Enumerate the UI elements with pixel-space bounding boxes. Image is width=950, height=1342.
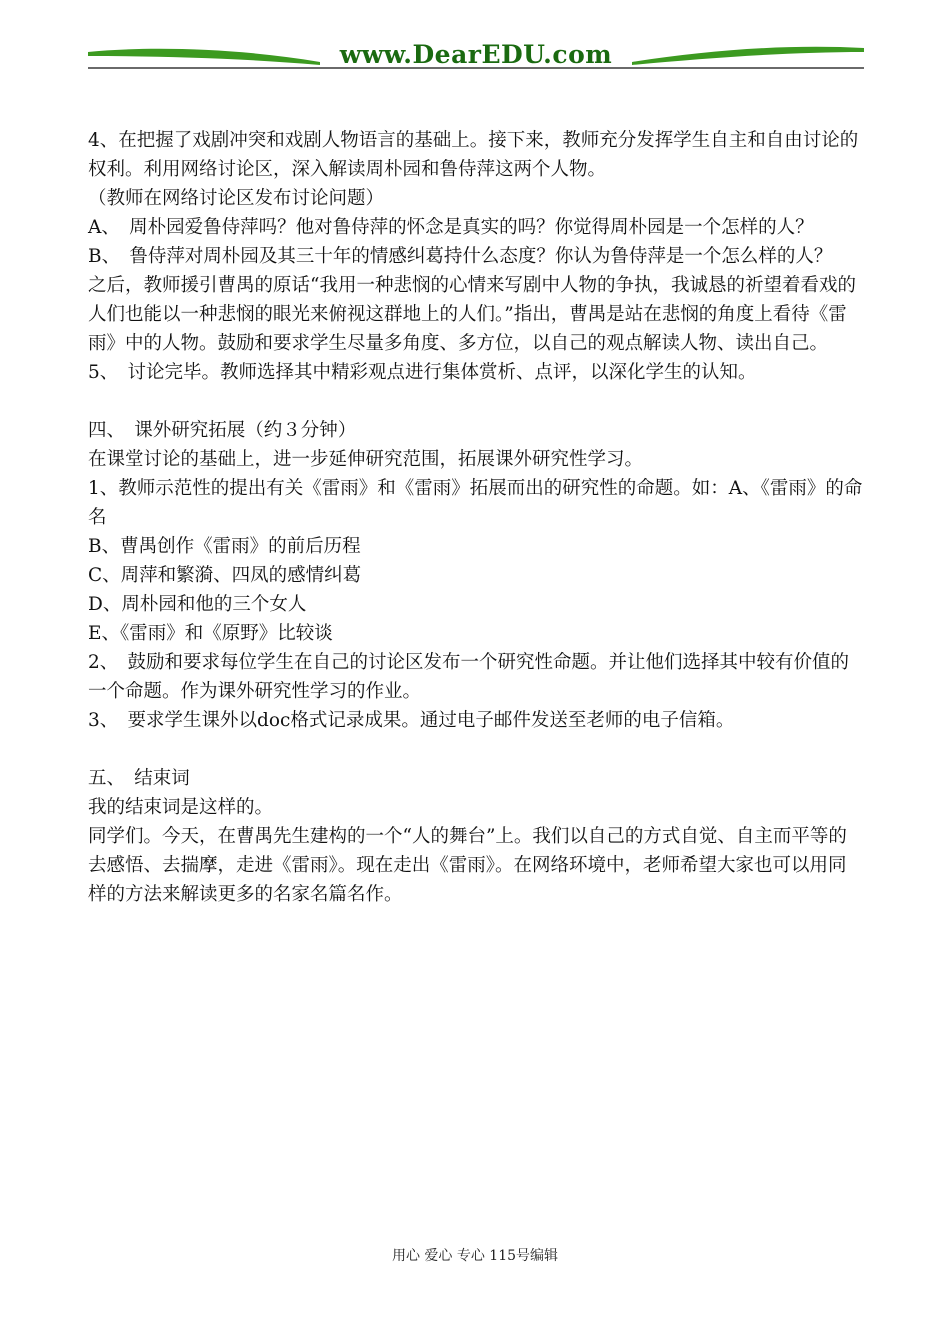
question-a: A、 周朴园爱鲁侍萍吗？他对鲁侍萍的怀念是真实的吗？你觉得周朴园是一个怎样的人？: [88, 217, 814, 238]
research-topic-b: B、曹禺创作《雷雨》的前后历程: [88, 536, 361, 557]
page-footer: 用心 爱心 专心 115号编辑: [391, 1248, 559, 1264]
research-topic-d: D、周朴园和他的三个女人: [88, 594, 307, 615]
document-body: [88, 126, 864, 909]
site-header: [88, 38, 864, 72]
paragraph-teacher-note: （教师在网络讨论区发布讨论问题）: [88, 188, 385, 209]
paragraph-quote: 之后，教师援引曹禺的原话“我用一种悲悯的心情来写剧中人物的争执，我诚恳的祈望着看戏的人们也能以一种悲悯的眼光来俯视这群地上的人们。”指出，曹禺是站在悲悯的角度上看待《雷雨》中的人物。鼓励和要求学生尽量多角度、多方位，以自己的观点解读人物、读出自己。: [88, 275, 856, 354]
section-heading-4: 四、 课外研究拓展（约３分钟）: [88, 420, 357, 441]
paragraph-closing-intro: 我的结束词是这样的。: [88, 797, 274, 818]
section-heading-5: 五、 结束词: [88, 768, 190, 789]
paragraph-5: 5、 讨论完毕。教师选择其中精彩观点进行集体赏析、点评，以深化学生的认知。: [88, 362, 757, 383]
research-item-3: 3、 要求学生课外以doc格式记录成果。通过电子邮件发送至老师的电子信箱。: [88, 710, 735, 731]
blank-line: [88, 387, 864, 416]
research-item-1: 1、教师示范性的提出有关《雷雨》和《雷雨》拓展而出的研究性的命题。如：A、《雷雨》的命名: [88, 478, 863, 528]
blank-line: [88, 735, 864, 764]
research-topic-e: E、《雷雨》和《原野》比较谈: [88, 623, 333, 644]
site-logo-text[interactable]: www.DearEDU.com: [339, 40, 613, 69]
paragraph-4: 4、在把握了戏剧冲突和戏剧人物语言的基础上。接下来，教师充分发挥学生自主和自由讨论的权利。利用网络讨论区，深入解读周朴园和鲁侍萍这两个人物。: [88, 130, 859, 180]
research-item-2: 2、 鼓励和要求每位学生在自己的讨论区发布一个研究性命题。并让他们选择其中较有价值的一个命题。作为课外研究性学习的作业。: [88, 652, 850, 702]
paragraph-intro-research: 在课堂讨论的基础上，进一步延伸研究范围，拓展课外研究性学习。: [88, 449, 644, 470]
research-topic-c: C、周萍和繁漪、四凤的感情纠葛: [88, 565, 362, 586]
paragraph-closing: 同学们。今天，在曹禺先生建构的一个“人的舞台”上。我们以自己的方式自觉、自主而平等的去感悟、去揣摩，走进《雷雨》。现在走出《雷雨》。在网络环境中，老师希望大家也可以用同样的方法来解读更多的名家名篇名作。: [88, 826, 847, 905]
question-b: B、 鲁侍萍对周朴园及其三十年的情感纠葛持什么态度？你认为鲁侍萍是一个怎么样的人？: [88, 246, 833, 267]
